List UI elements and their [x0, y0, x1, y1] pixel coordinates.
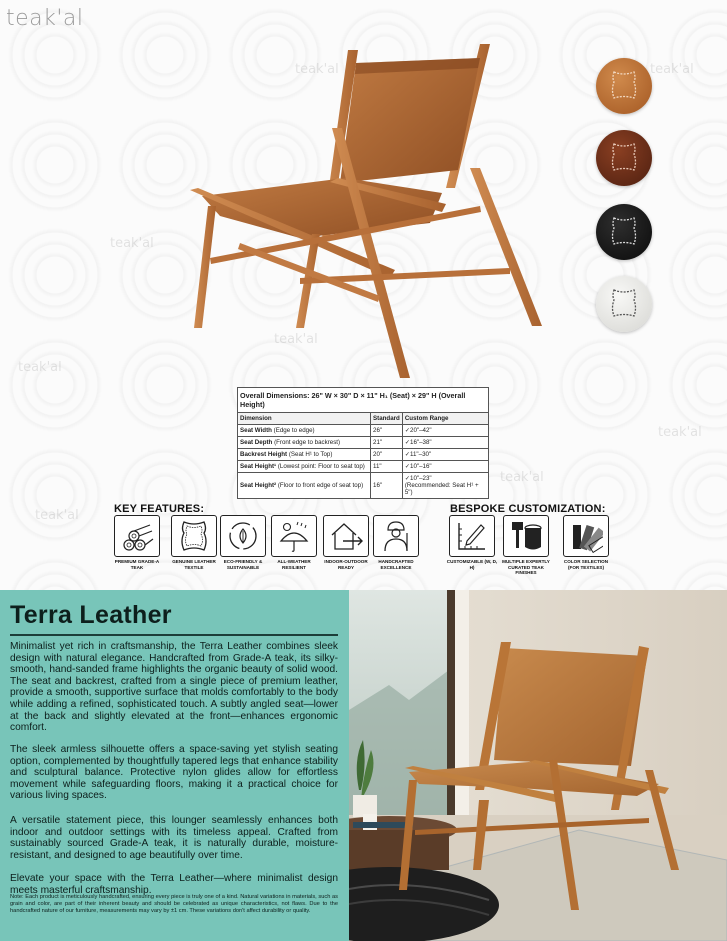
- range-value: ✓10"–23": [404, 475, 432, 482]
- feature-handcrafted: [370, 515, 422, 570]
- feature-label: CUSTOMIZABLE (W, D, H): [446, 559, 498, 570]
- feature-premium-teak: [111, 515, 163, 570]
- table-row: [238, 437, 489, 449]
- watermark: teak'al: [658, 425, 702, 440]
- leather-hide-icon: [608, 214, 640, 250]
- watermark: teak'al: [35, 508, 79, 523]
- column-header: Dimension: [238, 413, 371, 425]
- feature-indoor-outdoor: [320, 515, 372, 570]
- house-arrow-icon: [329, 519, 363, 553]
- feature-label: COLOR SELECTION (FOR TEXTILES): [563, 559, 609, 570]
- dimension-cell: [238, 461, 371, 473]
- weather-umbrella-icon: [277, 519, 311, 553]
- feature-label: ALL-WEATHER RESILIENT: [277, 559, 311, 570]
- feature-label: GENUINE LEATHER TEXTILE: [172, 559, 216, 570]
- chair-product-image: [180, 38, 550, 383]
- description-paragraph: Elevate your space with the Terra Leather—where minimalist design meets masterful craftsmanship.: [10, 873, 338, 896]
- standard-cell: 16": [371, 473, 403, 499]
- dimension-name: Seat Depth: [240, 439, 273, 446]
- watermark: teak'al: [500, 470, 544, 485]
- dimensions-caption: Overall Dimensions: 26" W × 30" D × 11" H₁ (Seat) × 29" H (Overall Height): [238, 388, 489, 413]
- leather-hide-icon: [608, 140, 640, 176]
- table-row: [238, 425, 489, 437]
- feature-eco-friendly: [217, 515, 269, 570]
- range-cell: ✓10"–16": [402, 461, 488, 473]
- range-note: (Recommended: Seat H¹ + 5"): [404, 482, 479, 496]
- craftsman-icon: [379, 519, 413, 553]
- dimension-note: (Seat H¹ to Top): [288, 451, 333, 458]
- range-cell: ✓16"–38": [402, 437, 488, 449]
- watermark: teak'al: [274, 332, 318, 347]
- watermark: teak'al: [110, 236, 154, 251]
- dimension-note: (Floor to front edge of seat top): [277, 482, 364, 489]
- feature-all-weather: [268, 515, 320, 570]
- color-palette-icon: [569, 519, 603, 553]
- feature-label: ECO-FRIENDLY & SUSTAINABLE: [223, 559, 263, 570]
- brand-logo: teak'al: [6, 6, 84, 31]
- dimension-name: Seat Height²: [240, 482, 277, 489]
- table-row: [238, 449, 489, 461]
- key-features-title: KEY FEATURES:: [114, 503, 205, 515]
- swatch-white-leather[interactable]: [596, 276, 652, 332]
- table-row: [238, 461, 489, 473]
- custom-teak-finishes: [500, 515, 552, 576]
- customization-title: BESPOKE CUSTOMIZATION:: [450, 503, 606, 515]
- product-title: Terra Leather: [10, 601, 172, 629]
- range-cell: [402, 473, 488, 499]
- dimension-cell: [238, 437, 371, 449]
- lifestyle-photo: [349, 590, 727, 941]
- dimension-note: (Lowest point: Floor to seat top): [277, 463, 365, 470]
- leather-hide-icon: [177, 519, 211, 553]
- table-header-row: [238, 413, 489, 425]
- watermark: teak'al: [295, 62, 339, 77]
- teak-logs-icon: [120, 519, 154, 553]
- watermark: teak'al: [650, 62, 694, 77]
- range-cell: ✓20"–42": [402, 425, 488, 437]
- ruler-pencil-icon: [455, 519, 489, 553]
- dimension-name: Seat Height¹: [240, 463, 277, 470]
- standard-cell: 20": [371, 449, 403, 461]
- dimension-cell: [238, 473, 371, 499]
- column-header: Custom Range: [402, 413, 488, 425]
- feature-label: PREMIUM GRADE-A TEAK: [114, 559, 160, 570]
- description-paragraph: Minimalist yet rich in craftsmanship, the Terra Leather combines sleek design with natural elegance. Handcrafted from Grade-A teak, its silky-smooth, hand-sanded frame highlights the organic beauty of solid wood. The seat and backrest, crafted from a single piece of premium leather, provide a smooth, supportive surface that molds comfortably to the body while adding a refined, sophisticated touch. A subtly angled seat—lower at the back and slightly elevated at the front—enhances ergonomic comfort.: [10, 641, 338, 734]
- column-header: Standard: [371, 413, 403, 425]
- dimension-note: (Front edge to backrest): [274, 439, 341, 446]
- standard-cell: 21": [371, 437, 403, 449]
- dimension-cell: [238, 449, 371, 461]
- feature-label: INDOOR-OUTDOOR READY: [324, 559, 368, 570]
- range-cell: ✓11"–30": [402, 449, 488, 461]
- standard-cell: 26": [371, 425, 403, 437]
- watermark: teak'al: [18, 360, 62, 375]
- handcrafted-note: Note: Each product is meticulously handcrafted, ensuring every piece is truly one of a kind. Natural variations in materials, such as grain and color, are part of their inherent beauty and should be celebrated as unique characteristics, not flaws. Due to the handcrafted nature of our furniture, measurements may vary by ±1 cm. These variations don't affect durability or quality.: [10, 894, 338, 915]
- description-paragraph: The sleek armless silhouette offers a space-saving yet stylish seating option, complemented by thoughtfully tapered legs that enhance stability and sculptural balance. Protective nylon glides allow for effortless movement while safeguarding floors, making it a practical choice for various living spaces.: [10, 744, 338, 802]
- lifestyle-scene: [349, 590, 727, 941]
- feature-label: HANDCRAFTED EXCELLENCE: [378, 559, 414, 570]
- dimension-name: Backrest Height: [240, 451, 288, 458]
- leather-hide-icon: [608, 68, 640, 104]
- swatch-black-leather[interactable]: [596, 204, 652, 260]
- dimension-note: (Edge to edge): [273, 427, 315, 434]
- custom-dimensions: [446, 515, 498, 570]
- dimension-name: Seat Width: [240, 427, 272, 434]
- feature-genuine-leather: [168, 515, 220, 570]
- standard-cell: 11": [371, 461, 403, 473]
- leather-hide-icon: [608, 286, 640, 322]
- brush-wood-icon: [509, 519, 543, 553]
- title-divider: [10, 634, 338, 636]
- custom-color-selection: [560, 515, 612, 570]
- dimensions-table: [237, 387, 489, 499]
- dimension-cell: [238, 425, 371, 437]
- table-row: [238, 473, 489, 499]
- eco-recycle-icon: [226, 519, 260, 553]
- swatch-tan-leather[interactable]: [596, 58, 652, 114]
- description-paragraph: A versatile statement piece, this lounger seamlessly enhances both indoor and outdoor settings with its timeless appeal. Crafted from sustainably sourced Grade-A teak, it is naturally durable, moisture-resistant, and designed to age beautifully over time.: [10, 815, 338, 861]
- swatch-brown-leather[interactable]: [596, 130, 652, 186]
- feature-label: MULTIPLE EXPERTLY CURATED TEAK FINISHES: [502, 559, 550, 576]
